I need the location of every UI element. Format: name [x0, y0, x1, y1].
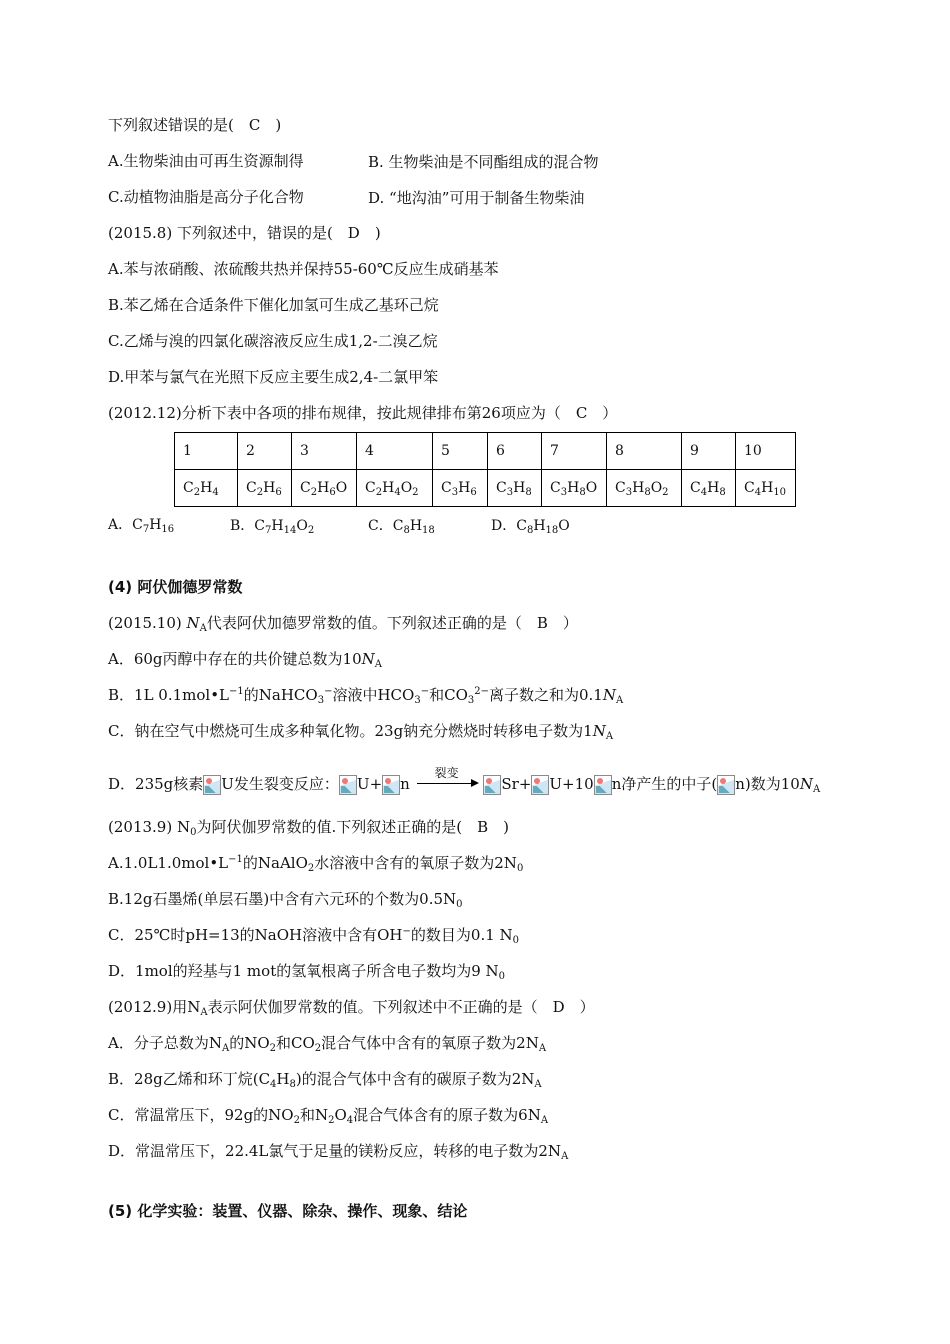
table-row-numbers — [175, 433, 796, 470]
q4-option-b: B．1L $0.1mol•L^{-1}$的NaHCO$_3$−溶液中$HCO_3^-$和$CO_3^{2-}$离子数之和为$0.1N_A$ — [108, 686, 624, 706]
q4-d-text-5: Sr+ — [501, 775, 532, 793]
table-cell: $C_3H_8$ — [488, 470, 542, 507]
q6-option-c: C．常温常压下，92g的$NO_2$和$N_2O_4$混合气体含有的原子数为$6N_A$ — [108, 1106, 549, 1126]
table-cell: $C_2H_6$ — [238, 470, 292, 507]
q3-option-a: A．$C_7H_{16}$ — [108, 517, 175, 535]
q1-option-a: A.生物柴油由可再生资源制得 — [108, 152, 304, 170]
nuclide-image-icon — [339, 775, 357, 795]
section-5-heading: (5) 化学实验：装置、仪器、除杂、操作、现象、结论 — [108, 1202, 468, 1220]
q4-d-text-4: n — [400, 775, 410, 793]
table-cell: 4 — [357, 433, 433, 470]
q3-stem: (2012.12)分析下表中各项的排布规律，按此规律排布第26项应为（ C ） — [108, 404, 618, 422]
q6-option-b: B．28g乙烯和环丁烷$(C_4H_8)$的混合气体中含有的碳原子数为$2N_A$ — [108, 1070, 542, 1090]
q5-option-a: $A.1.0L1.0mol•L^{-1}$的NaAlO$_2$水溶液中含有的氧原子数为$2N_0$ — [108, 854, 524, 874]
table-row-formulas — [175, 470, 796, 507]
q2-option-d: D.甲苯与氯气在光照下反应主要生成2,4-二氯甲笨 — [108, 368, 439, 386]
table-cell: 3 — [292, 433, 357, 470]
q4-option-c: C．钠在空气中燃烧可生成多种氧化物。23g钠充分燃烧时转移电子数为$1N_A$ — [108, 722, 614, 742]
table-cell: $C_4H_{10}$ — [736, 470, 796, 507]
table-cell: 10 — [736, 433, 796, 470]
q1-option-d: D. “地沟油”可用于制备生物柴油 — [368, 189, 585, 207]
nuclide-image-icon — [203, 775, 221, 795]
table-cell: $C_3H_8O_2$ — [607, 470, 682, 507]
section-4-heading: (4) 阿伏伽德罗常数 — [108, 578, 243, 596]
q3-option-b: B．$C_7H_{14}O_2$ — [230, 518, 315, 536]
table-cell: $C_3H_8O$ — [542, 470, 607, 507]
q4-option-a: A．60g丙醇中存在的共价键总数为$10N_A$ — [108, 650, 382, 670]
nuclide-image-icon — [594, 775, 612, 795]
q6-option-d: D．常温常压下，22.4L氯气于足量的镁粉反应，转移的电子数为$2N_A$ — [108, 1142, 569, 1162]
reaction-arrow-label: 裂变 — [434, 766, 459, 780]
q3-option-d: D．$C_8H_{18}O$ — [491, 518, 570, 536]
q2-option-a: A.苯与浓硝酸、浓硫酸共热并保持55-60℃反应生成硝基苯 — [108, 260, 499, 278]
q4-d-text-7: n净产生的中子( — [611, 775, 718, 793]
nuclide-image-icon — [382, 775, 400, 795]
table-cell: 8 — [607, 433, 682, 470]
q4-stem: (2015.10) $N_A$代表阿伏加德罗常数的值。下列叙述正确的是（ B ） — [108, 614, 578, 634]
q1-stem: 下列叙述错误的是( C ) — [108, 116, 282, 134]
q5-option-d: D．1mol的羟基与1 mot的氢氧根离子所含电子数均为9 $N_0$ — [108, 962, 506, 982]
table-cell: 9 — [682, 433, 736, 470]
avogadro-symbol: N — [799, 775, 813, 793]
table-cell: 7 — [542, 433, 607, 470]
q4-option-d — [108, 766, 821, 795]
q1-option-b: B. 生物柴油是不同酯组成的混合物 — [368, 153, 599, 171]
q2-stem: (2015.8) 下列叙述中，错误的是( D ) — [108, 224, 381, 242]
q5-option-b: B.12g石墨烯(单层石墨)中含有六元环的个数为$0.5N_0$ — [108, 890, 463, 910]
q5-stem: (2013.9) $N_0$为阿伏伽罗常数的值.下列叙述正确的是( B ) — [108, 818, 509, 838]
q3-option-c: C．$C_8H_{18}$ — [368, 518, 435, 536]
table-cell: $C_2H_6O$ — [292, 470, 357, 507]
reaction-arrow-icon — [415, 766, 479, 793]
sequence-table — [174, 432, 796, 507]
table-cell: 5 — [433, 433, 488, 470]
q1-option-c: C.动植物油脂是高分子化合物 — [108, 188, 304, 206]
q4-d-text-3: U+ — [356, 775, 383, 793]
nuclide-image-icon — [531, 775, 549, 795]
table-cell: $C_2H_4$ — [175, 470, 238, 507]
q5-option-c: C．25℃时pH=13的NaOH溶液中含有OH−的数目为0.1 $N_0$ — [108, 926, 520, 946]
table-cell: $C_3H_6$ — [433, 470, 488, 507]
table-cell: 2 — [238, 433, 292, 470]
table-cell: 6 — [488, 433, 542, 470]
q6-stem: (2012.9)用$N_A$表示阿伏伽罗常数的值。下列叙述中不正确的是（ D ） — [108, 998, 595, 1018]
nuclide-image-icon — [483, 775, 501, 795]
q6-option-a: A．分子总数为$N_A$的$NO_2$和$CO_2$混合气体中含有的氧原子数为$2N_A$ — [108, 1034, 547, 1054]
q4-d-text-1: D．235g核素 — [108, 775, 204, 793]
q2-option-c: C.乙烯与溴的四氯化碳溶液反应生成1,2-二溴乙烷 — [108, 332, 438, 350]
q4-d-text-2: U发生裂变反应： — [221, 775, 339, 793]
table-cell: $C_2H_4O_2$ — [357, 470, 433, 507]
q4-d-text-6: U+10 — [549, 775, 594, 793]
q4-d-text-8: n)数为10 — [735, 775, 800, 793]
q2-option-b: B.苯乙烯在合适条件下催化加氢可生成乙基环己烷 — [108, 296, 439, 314]
table-cell: 1 — [175, 433, 238, 470]
avogadro-subscript: A — [812, 784, 821, 795]
nuclide-image-icon — [717, 775, 735, 795]
table-cell: $C_4H_8$ — [682, 470, 736, 507]
